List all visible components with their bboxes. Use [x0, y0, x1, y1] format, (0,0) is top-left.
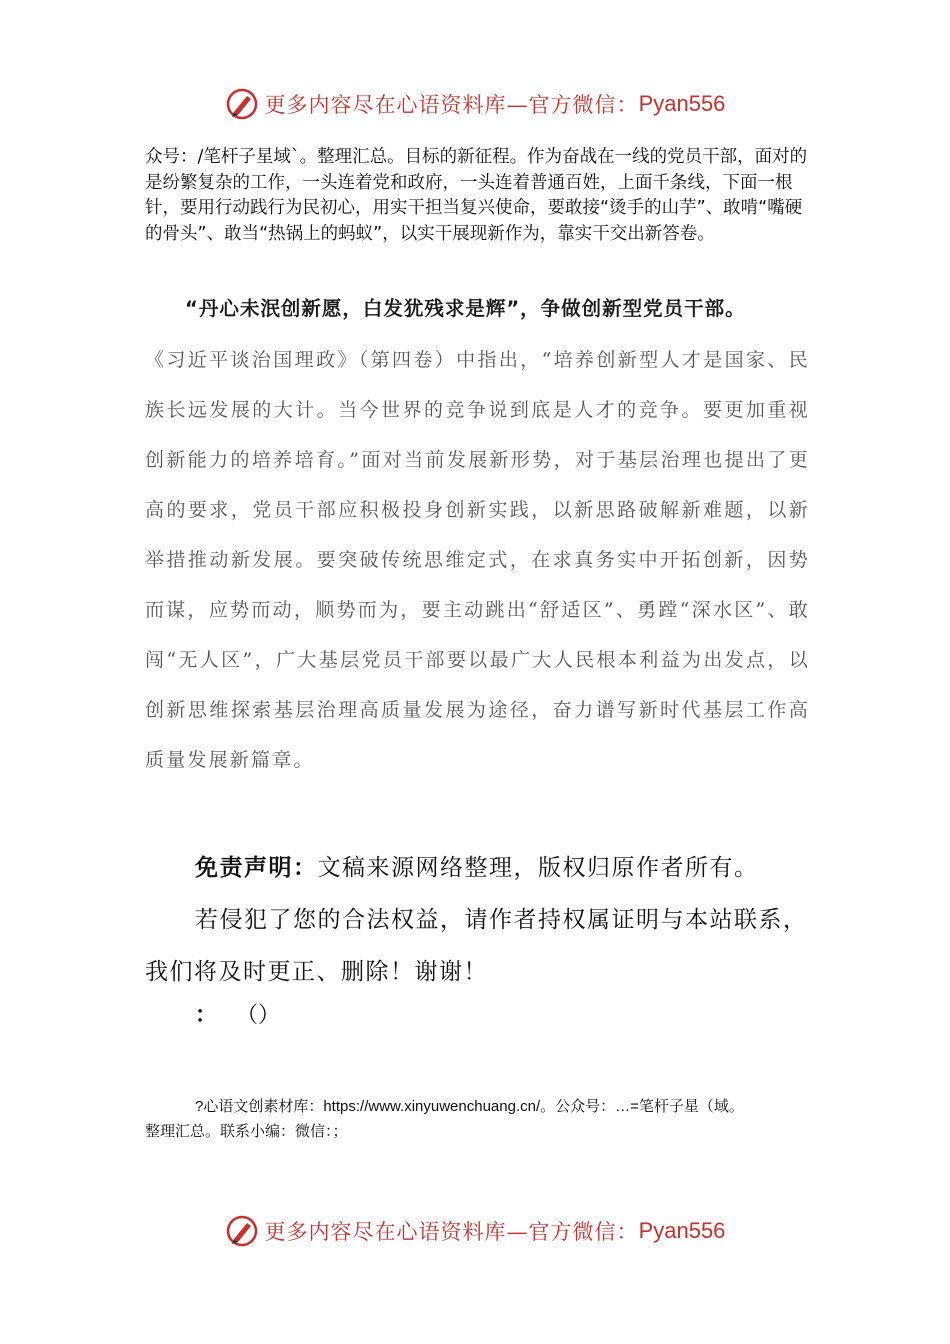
contact-parens: （）: [247, 1003, 281, 1028]
contact-colon: ：: [195, 1003, 218, 1028]
contact-line: [195, 998, 280, 1029]
intro-paragraph: 众号：/笔杆子星域`。整理汇总。目标的新征程。作为奋战在一线的党员干部，面对的是纷繁复杂的工作，一头连着党和政府，一头连着普通百姓，上面千条线，下面一根针，要用行动践行为民初心，用实干担当复兴使命，要敢接“烫手的山芋”、敢啃“嘴硬的骨头”、敢当“热锅上的蚂蚁”，以实干展现新作为，靠实干交出新答卷。: [145, 147, 808, 244]
disclaimer-block: [145, 842, 810, 998]
banner-wechat-id: Pyan556: [638, 91, 726, 116]
banner-text: 更多内容尽在心语资料库—官方微信：: [264, 93, 639, 117]
footer-banner: [0, 1211, 950, 1251]
disclaimer-line1: [145, 842, 810, 894]
disclaimer-text1: 文稿来源网络整理，版权归原作者所有。: [317, 855, 759, 881]
footnote-line1: ?心语文创素材库：https://www.xinyuwenchuang.cn/。公众号：…=笔杆子星（域。: [195, 1098, 744, 1115]
pen-logo-icon: [225, 1214, 259, 1248]
banner-wechat-id: Pyan556: [638, 1218, 726, 1243]
footnote-line2: 整理汇总。联系小编：微信：；: [145, 1123, 348, 1140]
disclaimer-label: 免责声明：: [195, 855, 318, 881]
disclaimer-text2: 若侵犯了您的合法权益，请作者持权属证明与本站联系，我们将及时更正、删除！谢谢！: [145, 907, 808, 985]
header-banner: [0, 84, 950, 124]
footnote: [145, 1094, 810, 1144]
section-heading: “丹心未泯创新愿，白发犹残求是辉”，争做创新型党员干部。: [185, 297, 746, 320]
body-paragraph: 《习近平谈治国理政》（第四卷）中指出，“培养创新型人才是国家、民族长远发展的大计。当今世界的竞争说到底是人才的竞争。要更加重视创新能力的培养培育。”面对当前发展新形势，对于基层治理也提出了更高的要求，党员干部应积极投身创新实践，以新思路破解新难题，以新举措推动新发展。要突破传统思维定式，在求真务实中开拓创新，因势而谋，应势而动，顺势而为，要主动跳出“舒适区”、勇蹚“深水区”、敢闯“无人区”，广大基层党员干部要以最广大人民根本利益为出发点，以创新思维探索基层治理高质量发展为途径，奋力谱写新时代基层工作高质量发展新篇章。: [145, 349, 810, 771]
pen-logo-icon: [225, 87, 259, 121]
banner-text: 更多内容尽在心语资料库—官方微信：: [264, 1220, 639, 1244]
